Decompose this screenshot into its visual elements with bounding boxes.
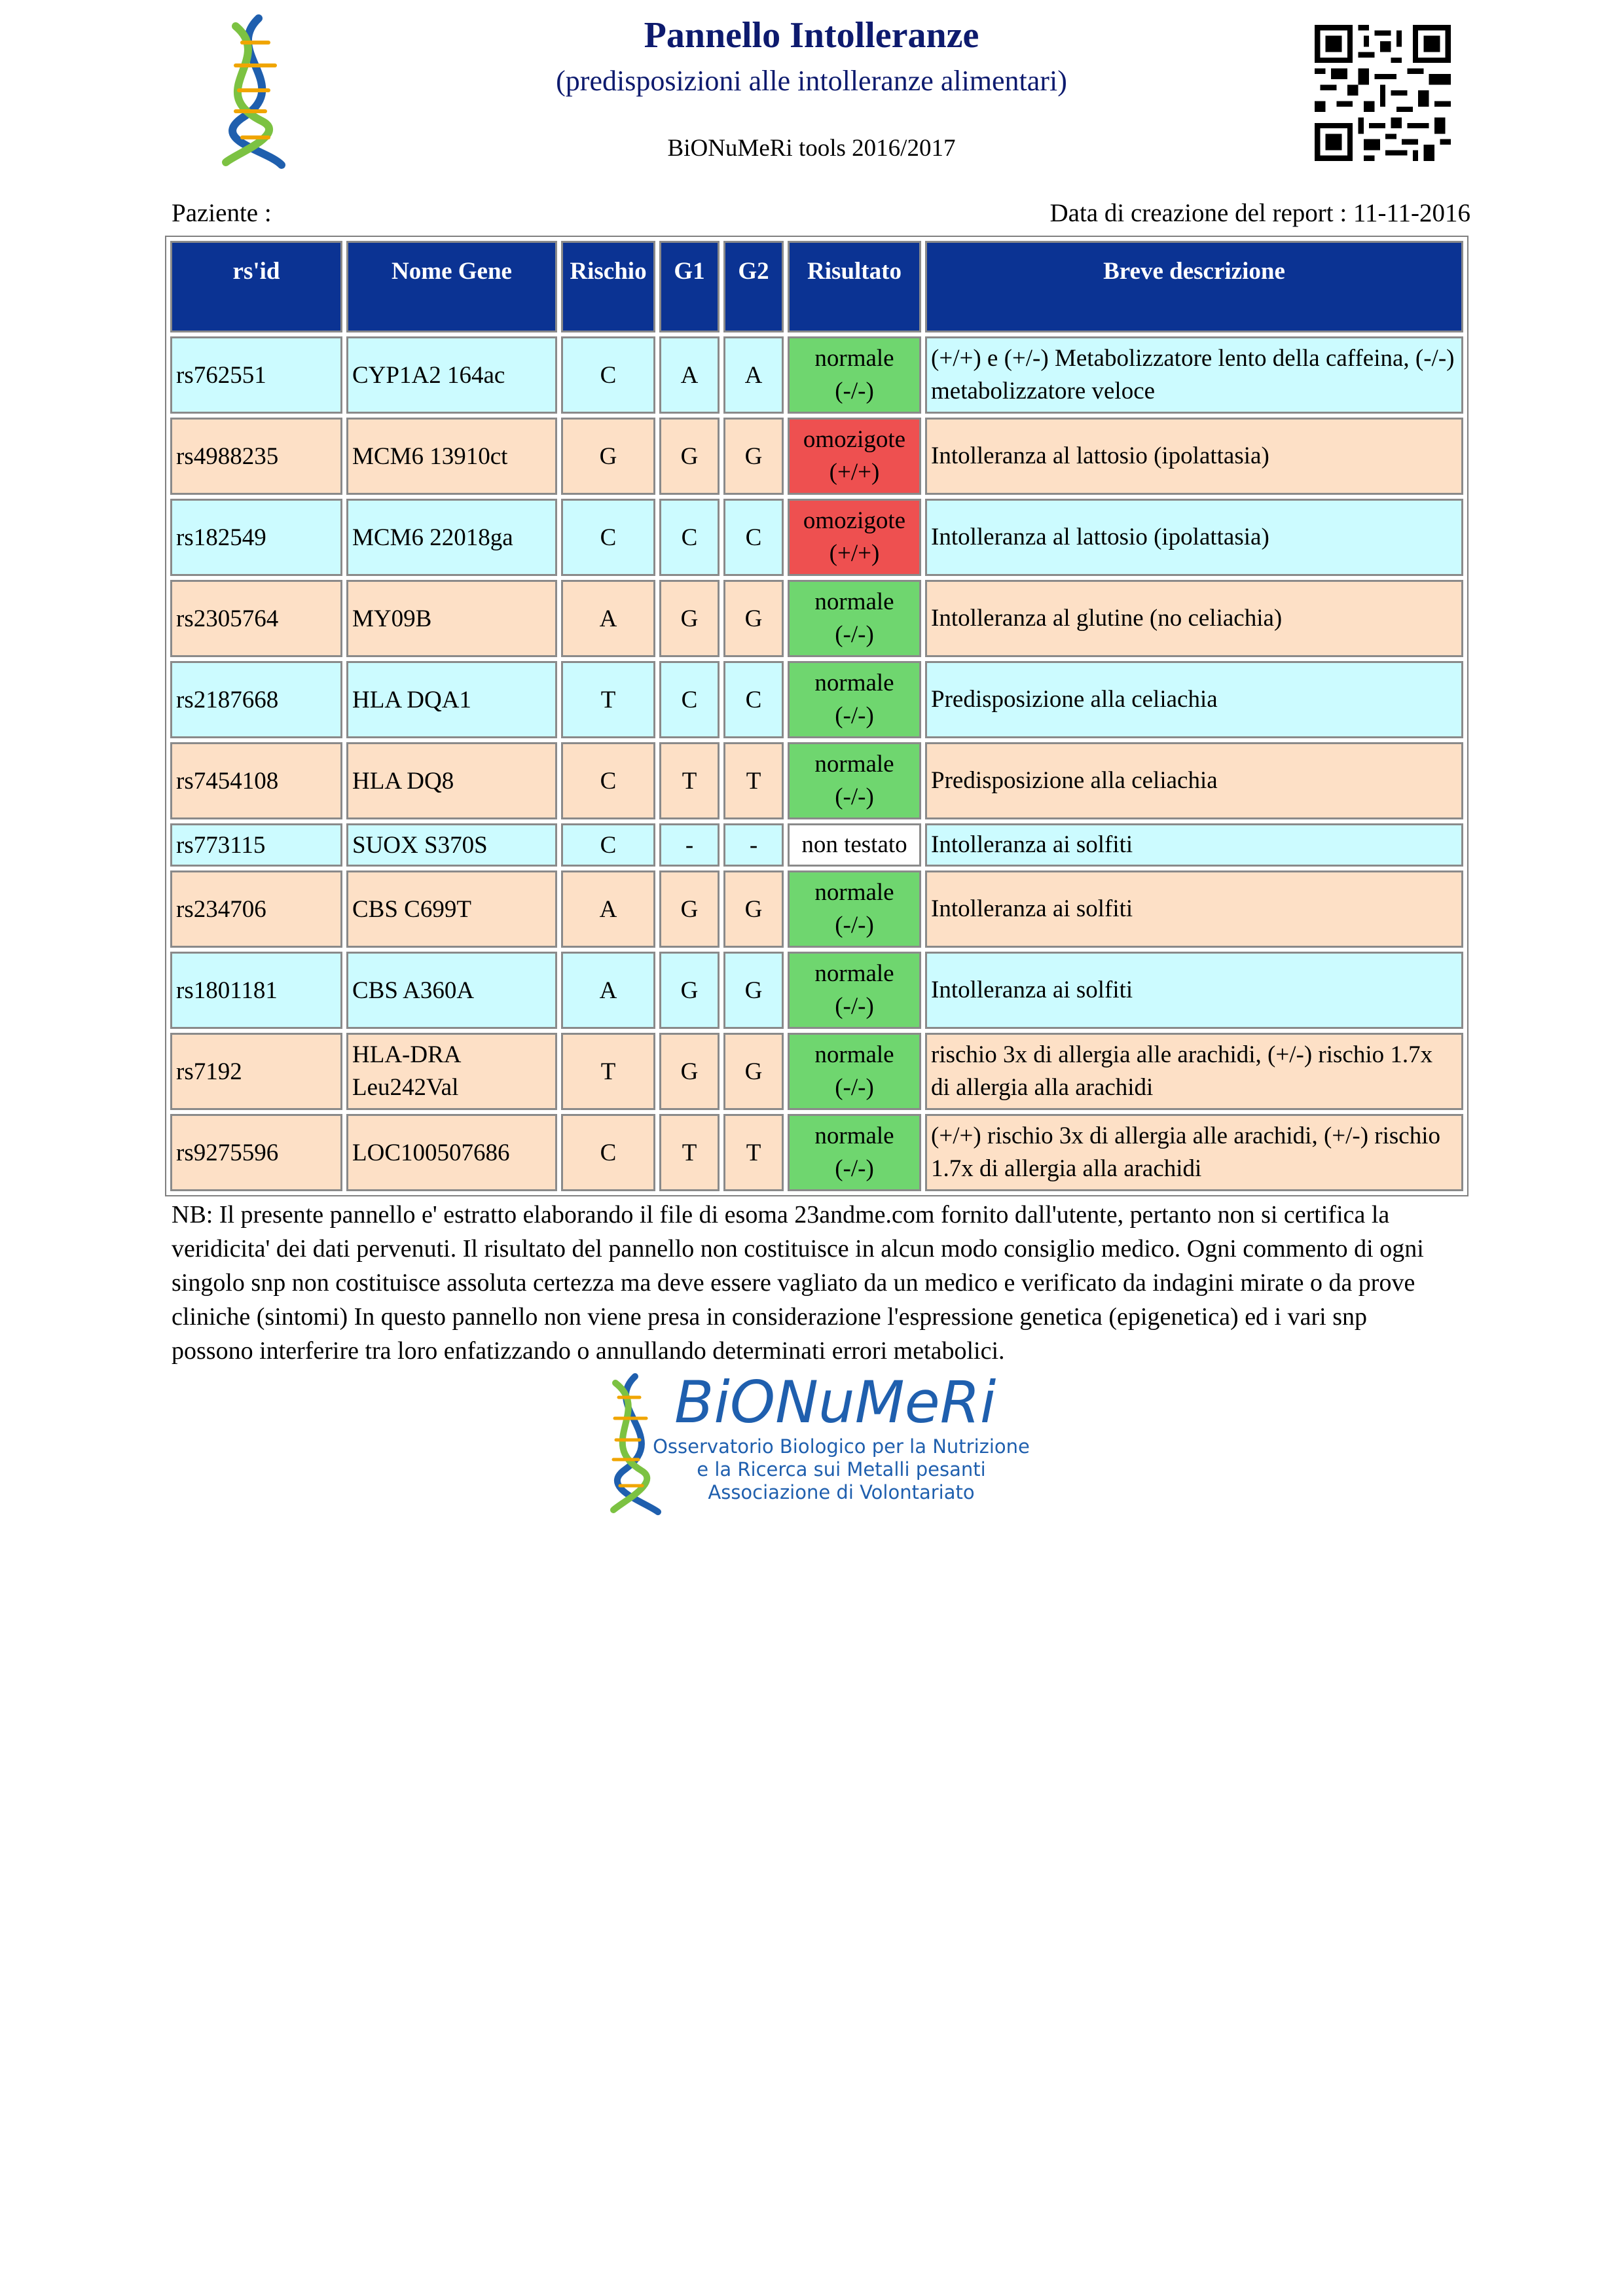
cell-rsid: rs4988235 [170, 418, 342, 495]
cell-rsid: rs9275596 [170, 1114, 342, 1191]
result-genotype: (-/-) [835, 783, 874, 810]
cell-description: Intolleranza al lattosio (ipolattasia) [925, 418, 1463, 495]
cell-g1: A [659, 336, 720, 414]
cell-g2: G [723, 952, 784, 1029]
col-header-description: Breve descrizione [925, 241, 1463, 332]
cell-result [788, 823, 921, 867]
cell-risk: C [561, 1114, 655, 1191]
result-label: normale [814, 345, 894, 372]
dna-logo-icon [613, 1376, 658, 1512]
result-genotype: (-/-) [835, 1074, 874, 1101]
result-label: normale [814, 1122, 894, 1150]
table-row [170, 823, 1463, 867]
cell-description: (+/+) e (+/-) Metabolizzatore lento della caffeina, (-/-) metabolizzatore veloce [925, 336, 1463, 414]
cell-risk: A [561, 580, 655, 657]
table-row [170, 418, 1463, 495]
cell-gene: CBS A360A [346, 952, 557, 1029]
cell-g1: G [659, 1033, 720, 1110]
result-label: normale [814, 1041, 894, 1069]
cell-risk: T [561, 1033, 655, 1110]
cell-description: Predisposizione alla celiachia [925, 661, 1463, 738]
cell-rsid: rs1801181 [170, 952, 342, 1029]
cell-rsid: rs762551 [170, 336, 342, 414]
result-label: normale [814, 588, 894, 616]
cell-risk: A [561, 952, 655, 1029]
cell-g2: G [723, 1033, 784, 1110]
cell-gene: MY09B [346, 580, 557, 657]
page-subtitle: (predisposizioni alle intolleranze alimentari) [556, 65, 1067, 97]
cell-rsid: rs7192 [170, 1033, 342, 1110]
cell-description: Intolleranza al lattosio (ipolattasia) [925, 499, 1463, 576]
bionumeri-logo [599, 1371, 1044, 1515]
result-genotype: (+/+) [829, 459, 880, 486]
result-genotype: (-/-) [835, 1155, 874, 1182]
result-genotype: (+/+) [829, 540, 880, 567]
page-title: Pannello Intolleranze [644, 15, 979, 56]
result-label: normale [814, 960, 894, 988]
cell-result [788, 336, 921, 414]
result-genotype: (-/-) [835, 912, 874, 939]
cell-risk: A [561, 870, 655, 948]
cell-g1: G [659, 870, 720, 948]
tools-line: BiONuMeRi tools 2016/2017 [667, 135, 956, 162]
report-date: Data di creazione del report : 11-11-2016 [1049, 199, 1470, 227]
cell-g2: C [723, 661, 784, 738]
cell-g1: C [659, 661, 720, 738]
cell-result [788, 661, 921, 738]
logo-name: BiONuMeRi [674, 1371, 996, 1436]
result-label: normale [814, 879, 894, 906]
logo-line-1: Osservatorio Biologico per la Nutrizione [653, 1435, 1030, 1458]
cell-risk: T [561, 661, 655, 738]
cell-g1: G [659, 418, 720, 495]
table-row [170, 499, 1463, 576]
cell-description: Intolleranza ai solfiti [925, 952, 1463, 1029]
result-label: omozigote [803, 426, 906, 454]
logo-line-2: e la Ricerca sui Metalli pesanti [697, 1458, 986, 1480]
result-label: normale [814, 670, 894, 697]
cell-gene: SUOX S370S [346, 823, 557, 867]
cell-g1: - [659, 823, 720, 867]
cell-result [788, 580, 921, 657]
cell-risk: C [561, 742, 655, 819]
cell-g1: G [659, 952, 720, 1029]
logo-line-3: Associazione di Volontariato [708, 1481, 975, 1503]
result-genotype: (-/-) [835, 993, 874, 1020]
cell-gene: HLA DQ8 [346, 742, 557, 819]
cell-g2: G [723, 418, 784, 495]
cell-g2: G [723, 580, 784, 657]
cell-result [788, 499, 921, 576]
col-header-g2: G2 [723, 241, 784, 332]
col-header-result: Risultato [788, 241, 921, 332]
table-row [170, 580, 1463, 657]
cell-description: (+/+) rischio 3x di allergia alle arachidi, (+/-) rischio 1.7x di allergia alla arachidi [925, 1114, 1463, 1191]
cell-gene: MCM6 13910ct [346, 418, 557, 495]
disclaimer-note: NB: Il presente pannello e' estratto elaborando il file di esoma 23andme.com fornito dall'utente, pertanto non si certifica la veridicita' dei dati pervenuti. Il risultato del pannello non costituisce in alcun modo consiglio medico. Ogni commento di ogni singolo snp non costituisce assoluta certezza ma deve essere vagliato da un medico e verificato da indagini mirate o da prove cliniche (sintomi) In questo pannello non viene presa in considerazione l'espressione genetica (epigenetica) ed i vari snp possono interferire tra loro enfatizzando o annullando determinati errori metabolici. [172, 1201, 1424, 1365]
cell-rsid: rs2305764 [170, 580, 342, 657]
cell-g1: T [659, 742, 720, 819]
cell-description: rischio 3x di allergia alle arachidi, (+/-) rischio 1.7x di allergia alla arachidi [925, 1033, 1463, 1110]
result-label: non testato [801, 831, 907, 859]
cell-result [788, 418, 921, 495]
patient-label: Paziente : [172, 199, 272, 227]
cell-rsid: rs7454108 [170, 742, 342, 819]
cell-g2: A [723, 336, 784, 414]
cell-g2: T [723, 1114, 784, 1191]
result-genotype: (-/-) [835, 621, 874, 648]
cell-gene: CYP1A2 164ac [346, 336, 557, 414]
table-row [170, 1114, 1463, 1191]
cell-result [788, 1033, 921, 1110]
cell-description: Intolleranza al glutine (no celiachia) [925, 580, 1463, 657]
cell-result [788, 952, 921, 1029]
col-header-gene: Nome Gene [346, 241, 557, 332]
table-row [170, 661, 1463, 738]
cell-gene: HLA DQA1 [346, 661, 557, 738]
cell-description: Intolleranza ai solfiti [925, 823, 1463, 867]
cell-gene: CBS C699T [346, 870, 557, 948]
table-row [170, 952, 1463, 1029]
col-header-g1: G1 [659, 241, 720, 332]
result-label: omozigote [803, 507, 906, 535]
col-header-risk: Rischio [561, 241, 655, 332]
cell-description: Predisposizione alla celiachia [925, 742, 1463, 819]
cell-result [788, 1114, 921, 1191]
col-header-rsid: rs'id [170, 241, 342, 332]
cell-risk: C [561, 823, 655, 867]
table-row [170, 336, 1463, 414]
intolerance-table [165, 236, 1468, 1196]
cell-risk: C [561, 499, 655, 576]
cell-gene: HLA-DRA Leu242Val [346, 1033, 557, 1110]
result-label: normale [814, 751, 894, 778]
intolerance-table-panel [165, 236, 1468, 1196]
cell-rsid: rs182549 [170, 499, 342, 576]
cell-risk: C [561, 336, 655, 414]
cell-g1: C [659, 499, 720, 576]
cell-description: Intolleranza ai solfiti [925, 870, 1463, 948]
cell-g2: G [723, 870, 784, 948]
result-genotype: (-/-) [835, 702, 874, 729]
table-row [170, 1033, 1463, 1110]
cell-rsid: rs2187668 [170, 661, 342, 738]
cell-risk: G [561, 418, 655, 495]
cell-rsid: rs773115 [170, 823, 342, 867]
cell-gene: LOC100507686 [346, 1114, 557, 1191]
cell-rsid: rs234706 [170, 870, 342, 948]
cell-result [788, 742, 921, 819]
table-row [170, 870, 1463, 948]
cell-g1: G [659, 580, 720, 657]
cell-g2: C [723, 499, 784, 576]
cell-g2: T [723, 742, 784, 819]
cell-gene: MCM6 22018ga [346, 499, 557, 576]
cell-g2: - [723, 823, 784, 867]
cell-result [788, 870, 921, 948]
table-row [170, 742, 1463, 819]
result-genotype: (-/-) [835, 378, 874, 404]
cell-g1: T [659, 1114, 720, 1191]
table-header-row [170, 241, 1463, 332]
